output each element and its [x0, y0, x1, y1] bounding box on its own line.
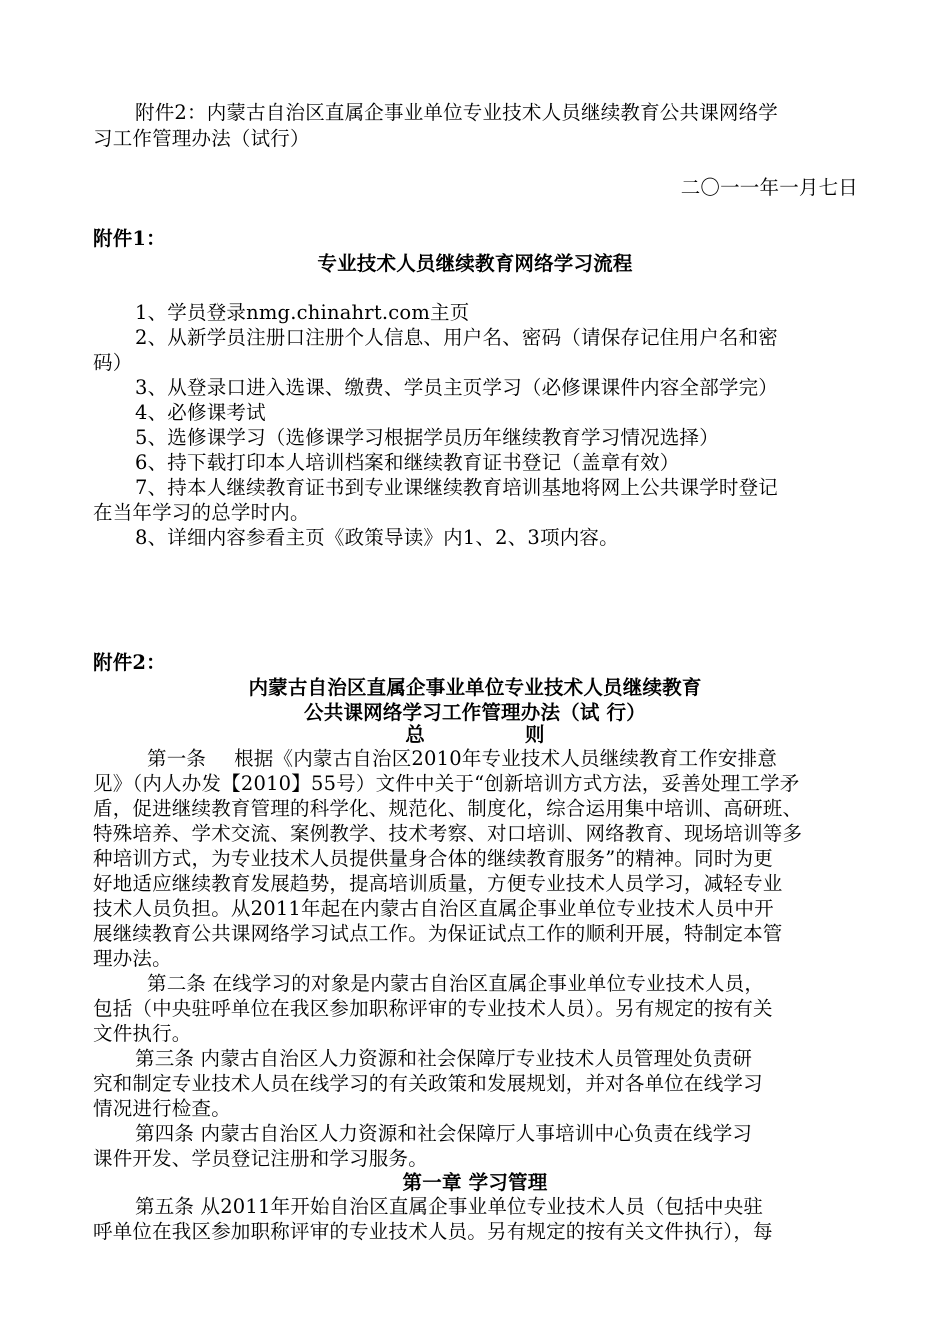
attachment-2-title-line-2: 公共课网络学习工作管理办法（试 行） — [304, 701, 646, 724]
article-1-text: 根据《内蒙古自治区2010年专业技术人员继续教育工作安排意 — [234, 747, 778, 770]
attachment-1-title: 专业技术人员继续教育网络学习流程 — [317, 252, 633, 275]
article-4-line-2: 课件开发、学员登记注册和学习服务。 — [93, 1147, 428, 1170]
attachment-2-label: 附件2： — [93, 651, 166, 674]
flow-item-2-cont: 码） — [93, 351, 133, 374]
flow-item-1: 1、学员登录nmg.chinahrt.com主页 — [135, 301, 470, 324]
section-heading-char-1: 总 — [405, 723, 425, 746]
section-heading-char-2: 则 — [525, 723, 545, 746]
article-1-number: 第一条 — [147, 747, 207, 770]
flow-item-2: 2、从新学员注册口注册个人信息、用户名、密码（请保存记住用户名和密 — [135, 326, 779, 349]
flow-item-5: 5、选修课学习（选修课学习根据学员历年继续教育学习情况选择） — [135, 426, 719, 449]
article-1-line-2: 见》（内人办发【2010】55号）文件中关于“创新培训方式方法，妥善处理工学矛 — [93, 772, 800, 795]
flow-item-3: 3、从登录口进入选课、缴费、学员主页学习（必修课课件内容全部学完） — [135, 376, 779, 399]
attachment-1-label: 附件1： — [93, 227, 166, 250]
article-1-line-8: 展继续教育公共课网络学习试点工作。为保证试点工作的顺利开展，特制定本管 — [93, 922, 783, 945]
article-1-line-1 — [147, 746, 777, 772]
article-2-line-2: 包括（中央驻呼单位在我区参加职称评审的专业技术人员）。另有规定的按有关 — [93, 997, 773, 1020]
flow-item-6: 6、持下载打印本人培训档案和继续教育证书登记（盖章有效） — [135, 451, 680, 474]
document-date: 二〇一一年一月七日 — [680, 176, 858, 199]
attachment-2-title-line-1: 内蒙古自治区直属企事业单位专业技术人员继续教育 — [248, 676, 702, 699]
article-1-line-9: 理办法。 — [93, 947, 172, 970]
intro-line-1: 附件2：内蒙古自治区直属企事业单位专业技术人员继续教育公共课网络学 — [135, 101, 779, 124]
article-5-line-2: 呼单位在我区参加职称评审的专业技术人员。另有规定的按有关文件执行），每 — [93, 1220, 773, 1243]
intro-line-2: 习工作管理办法（试行） — [93, 127, 310, 150]
article-5-line-1: 第五条 从2011年开始自治区直属企事业单位专业技术人员（包括中央驻 — [135, 1195, 764, 1218]
flow-item-8: 8、详细内容参看主页《政策导读》内1、2、3项内容。 — [135, 526, 619, 549]
article-3-line-2: 究和制定专业技术人员在线学习的有关政策和发展规划，并对各单位在线学习 — [93, 1072, 763, 1095]
article-3-line-1: 第三条 内蒙古自治区人力资源和社会保障厅专业技术人员管理处负责研 — [135, 1047, 753, 1070]
section-general-provisions — [0, 722, 950, 748]
article-1-line-5: 种培训方式，为专业技术人员提供量身合体的继续教育服务”的精神。同时为更 — [93, 847, 773, 870]
article-2-line-1: 第二条 在线学习的对象是内蒙古自治区直属企事业单位专业技术人员， — [147, 972, 765, 995]
chapter-1-heading: 第一章 学习管理 — [402, 1171, 548, 1194]
flow-item-7-cont: 在当年学习的总学时内。 — [93, 501, 310, 524]
article-1-line-4: 特殊培养、学术交流、案例教学、技术考察、对口培训、网络教育、现场培训等多 — [93, 822, 803, 845]
article-1-line-6: 好地适应继续教育发展趋势，提高培训质量，方便专业技术人员学习，减轻专业 — [93, 872, 783, 895]
article-1-line-7: 技术人员负担。从2011年起在内蒙古自治区直属企事业单位专业技术人员中开 — [93, 897, 774, 920]
flow-item-4: 4、必修课考试 — [135, 401, 266, 424]
article-4-line-1: 第四条 内蒙古自治区人力资源和社会保障厅人事培训中心负责在线学习 — [135, 1122, 753, 1145]
flow-item-7: 7、持本人继续教育证书到专业课继续教育培训基地将网上公共课学时登记 — [135, 476, 779, 499]
article-1-line-3: 盾，促进继续教育管理的科学化、规范化、制度化，综合运用集中培训、高研班、 — [93, 797, 803, 820]
article-2-line-3: 文件执行。 — [93, 1022, 192, 1045]
article-3-line-3: 情况进行检查。 — [93, 1097, 231, 1120]
